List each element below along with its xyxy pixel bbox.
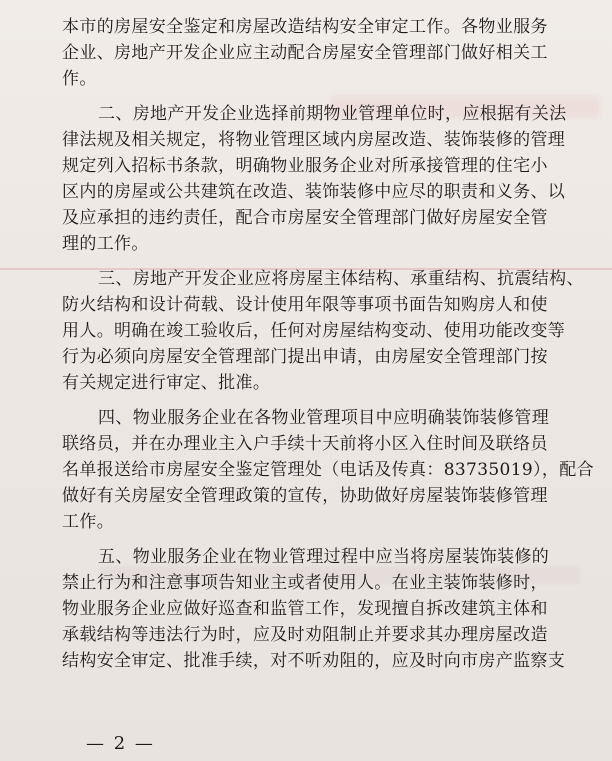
text-line: 禁止行为和注意事项告知业主或者使用人。在业主装饰装修时， xyxy=(62,573,548,593)
paragraph-section-2 xyxy=(62,101,567,257)
text-line: 区内的房屋或公共建筑在改造、装饰装修中应尽的职责和义务、以 xyxy=(62,182,566,202)
text-line: 物业服务企业应做好巡查和监管工作，发现擅自拆改建筑主体和 xyxy=(62,599,548,619)
text-line: 行为必须向房屋安全管理部门提出申请，由房屋安全管理部门按 xyxy=(62,347,548,367)
page-number: — 2 — xyxy=(86,733,155,754)
text-line: 用人。明确在竣工验收后，任何对房屋结构变动、使用功能改变等 xyxy=(62,321,566,341)
text-line: 作。 xyxy=(62,69,97,89)
paragraph-section-3 xyxy=(62,266,584,396)
text-line: 四、物业服务企业在各物业管理项目中应明确装饰装修管理 xyxy=(98,408,550,428)
text-line: 做好有关房屋安全管理政策的宣传，协助做好房屋装饰装修管理 xyxy=(62,486,548,506)
text-line: 承载结构等违法行为时，应及时劝阻制止并要求其办理房屋改造 xyxy=(62,625,548,645)
text-line: 规定列入招标书条款，明确物业服务企业对所承接管理的住宅小 xyxy=(62,156,548,176)
text-line: 三、房地产开发企业应将房屋主体结构、承重结构、抗震结构、 xyxy=(98,269,584,289)
text-line: 本市的房屋安全鉴定和房屋改造结构安全审定工作。各物业服务 xyxy=(62,17,548,37)
text-line: 理的工作。 xyxy=(62,234,149,254)
text-line: 及应承担的违约责任，配合市房屋安全管理部门做好房屋安全管 xyxy=(62,208,548,228)
text-line: 企业、房地产开发企业应主动配合房屋安全管理部门做好相关工 xyxy=(62,43,548,63)
text-line: 二、房地产开发企业选择前期物业管理单位时，应根据有关法 xyxy=(98,104,567,124)
text-line: 结构安全审定、批准手续，对不听劝阻的，应及时向市房产监察支 xyxy=(62,651,566,671)
text-line: 联络员，并在办理业主入户手续十天前将小区入住时间及联络员 xyxy=(62,434,548,454)
text-line: 名单报送给市房屋安全鉴定管理处（电话及传真：83735019），配合 xyxy=(62,460,594,480)
document-body xyxy=(62,14,594,674)
paragraph-continuation xyxy=(62,14,560,92)
text-line: 有关规定进行审定、批准。 xyxy=(62,373,271,393)
text-line: 防火结构和设计荷载、设计使用年限等事项书面告知购房人和使 xyxy=(62,295,548,315)
paragraph-section-5 xyxy=(62,544,566,674)
text-line: 律法规及相关规定，将物业管理区域内房屋改造、装饰装修的管理 xyxy=(62,130,566,150)
text-line: 工作。 xyxy=(62,512,115,532)
text-line: 五、物业服务企业在物业管理过程中应当将房屋装饰装修的 xyxy=(98,547,550,567)
paragraph-section-4 xyxy=(62,405,594,535)
